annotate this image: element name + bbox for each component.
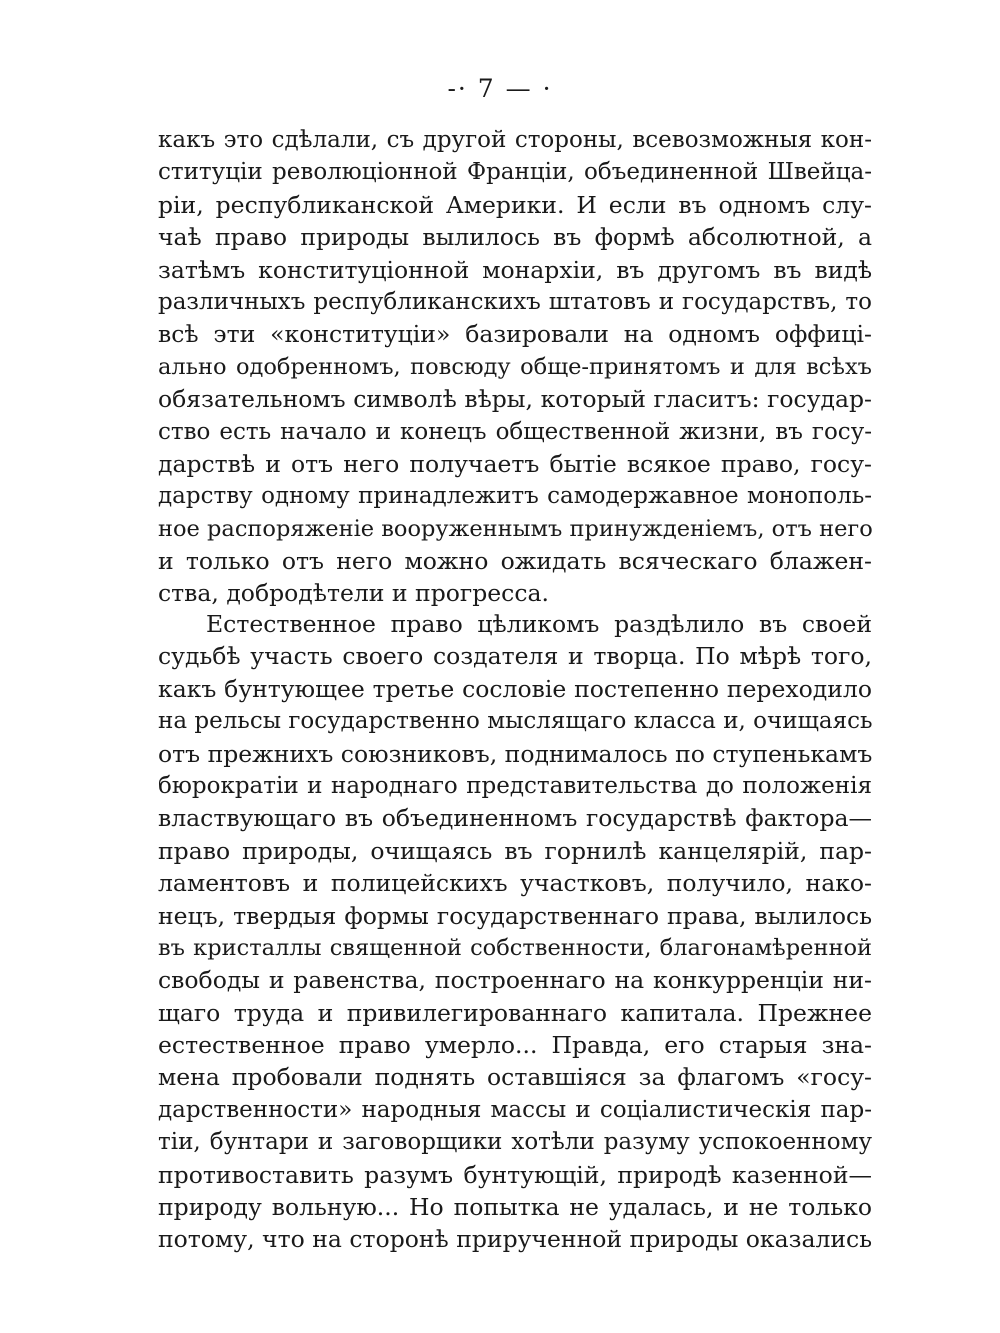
text-line: затѣмъ конституціонной монархіи, въ другомъ въ видѣ: [158, 255, 872, 284]
text-line: въ кристаллы священной собственности, благонамѣренной: [158, 934, 872, 961]
text-line: дарствѣ и отъ него получаетъ бытіе всякое право, госу-: [158, 449, 872, 478]
text-line: право природы, очищаясь въ горнилѣ канцелярій, пар-: [158, 836, 872, 865]
text-line: мена пробовали поднять оставшіяся за флагомъ «госу-: [158, 1063, 872, 1092]
text-line: ства, добродѣтели и прогресса.: [158, 579, 549, 608]
text-line: судьбѣ участь своего создателя и творца. По мѣрѣ того,: [158, 642, 872, 671]
paragraph-1: [158, 124, 872, 610]
text-line: отъ прежнихъ союзниковъ, поднималось по ступенькамъ: [158, 739, 873, 768]
text-line: щаго труда и привилегированнаго капитала. Прежнее: [158, 998, 872, 1027]
text-line: и только отъ него можно ожидать всяческаго блажен-: [158, 547, 872, 576]
text-line: на рельсы государственно мыслящаго класса и, очищаясь: [158, 708, 873, 735]
text-line: естественное право умерло... Правда, его старыя зна-: [158, 1031, 872, 1060]
text-line: различныхъ республиканскихъ штатовъ и государствъ, то: [158, 288, 872, 315]
text-line: противоставить разумъ бунтующій, природѣ казенной—: [158, 1160, 872, 1189]
text-line: тіи, бунтари и заговорщики хотѣли разуму успокоенному: [158, 1129, 872, 1156]
text-line: ституціи революціонной Франціи, объединенной Швейца-: [158, 159, 872, 186]
text-line: ально одобренномъ, повсюду обще-принятомъ и для всѣхъ: [158, 353, 872, 380]
text-line: какъ это сдѣлали, съ другой стороны, всевозможныя кон-: [158, 127, 872, 153]
paragraph-2: [158, 608, 872, 1256]
text-line: потому, что на сторонѣ прирученной природы оказались: [158, 1225, 872, 1254]
text-line: чаѣ право природы вылилось въ формѣ абсолютной, а: [158, 223, 872, 252]
text-line: дарственности» народныя массы и соціалистическія пар-: [158, 1096, 872, 1123]
text-line: ное распоряженіе вооруженнымъ принужденіемъ, отъ него: [158, 515, 873, 542]
text-line: обязательномъ символѣ вѣры, который гласитъ: государ-: [158, 385, 872, 414]
text-line: бюрократіи и народнаго представительства до положенія: [158, 772, 872, 799]
text-line: природу вольную... Но попытка не удалась, и не только: [158, 1193, 872, 1222]
text-line: нецъ, твердыя формы государственнаго права, вылилось: [158, 901, 872, 930]
text-line: свободы и равенства, построеннаго на конкурренціи ни-: [158, 966, 872, 995]
page-number: -· 7 — ·: [447, 74, 553, 103]
text-line: всѣ эти «конституціи» базировали на одномъ оффиці-: [158, 320, 872, 349]
text-line: какъ бунтующее третье сословіе постепенно переходило: [158, 674, 872, 703]
text-line: Естественное право цѣликомъ раздѣлило въ своей: [206, 610, 872, 638]
text-line: ство есть начало и конецъ общественной жизни, въ госу-: [158, 418, 872, 445]
text-line: ламентовъ и полицейскихъ участковъ, получило, нако-: [158, 869, 872, 898]
text-line: дарству одному принадлежитъ самодержавное монополь-: [158, 483, 872, 510]
text-line: властвующаго въ объединенномъ государствѣ фактора—: [158, 804, 872, 833]
text-line: ріи, республиканской Америки. И если въ одномъ слу-: [158, 190, 872, 219]
